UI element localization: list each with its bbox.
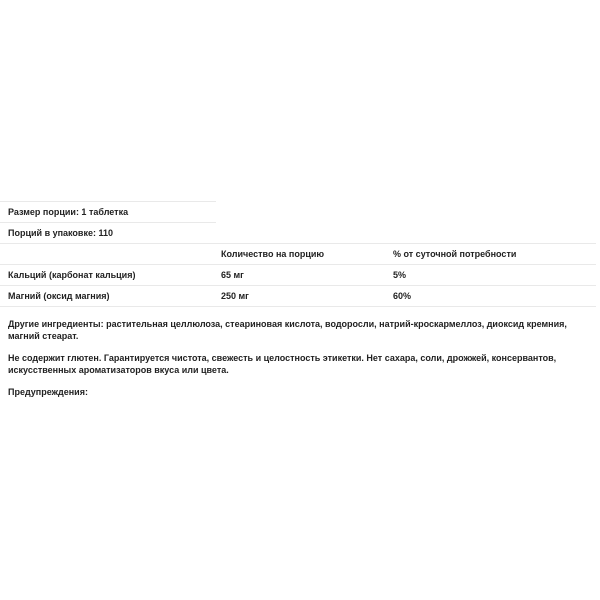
table-header-row xyxy=(0,244,596,265)
servings-per-container-row xyxy=(0,222,216,243)
warnings-heading: Предупреждения: xyxy=(8,387,88,397)
nutrients-table xyxy=(0,243,596,307)
nutrient-daily-value: 60% xyxy=(385,286,596,307)
nutrient-name: Кальций (карбонат кальция) xyxy=(0,265,213,286)
nutrient-daily-value: 5% xyxy=(385,265,596,286)
table-row xyxy=(0,286,596,307)
other-ingredients-text: Другие ингредиенты: растительная целлюлоза, стеариновая кислота, водоросли, натрий-кроскармеллоз, диоксид кремния, магний стеарат. xyxy=(8,319,567,341)
header-daily-value: % от суточной потребности xyxy=(385,244,596,265)
nutrient-name: Магний (оксид магния) xyxy=(0,286,213,307)
nutrient-amount: 65 мг xyxy=(213,265,385,286)
free-from-text: Не содержит глютен. Гарантируется чистота, свежесть и целостность этикетки. Нет сахара, соли, дрожжей, консервантов, искусственных ароматизаторов вкуса или цвета. xyxy=(8,353,557,375)
servings-per-container-label: Порций в упаковке: 110 xyxy=(8,228,113,238)
serving-size-row xyxy=(0,201,216,222)
product-notes xyxy=(8,318,593,408)
table-row xyxy=(0,265,596,286)
supplement-facts xyxy=(0,201,596,307)
nutrient-amount: 250 мг xyxy=(213,286,385,307)
serving-size-label: Размер порции: 1 таблетка xyxy=(8,207,129,217)
header-amount: Количество на порцию xyxy=(213,244,385,265)
header-nutrient xyxy=(0,244,213,265)
